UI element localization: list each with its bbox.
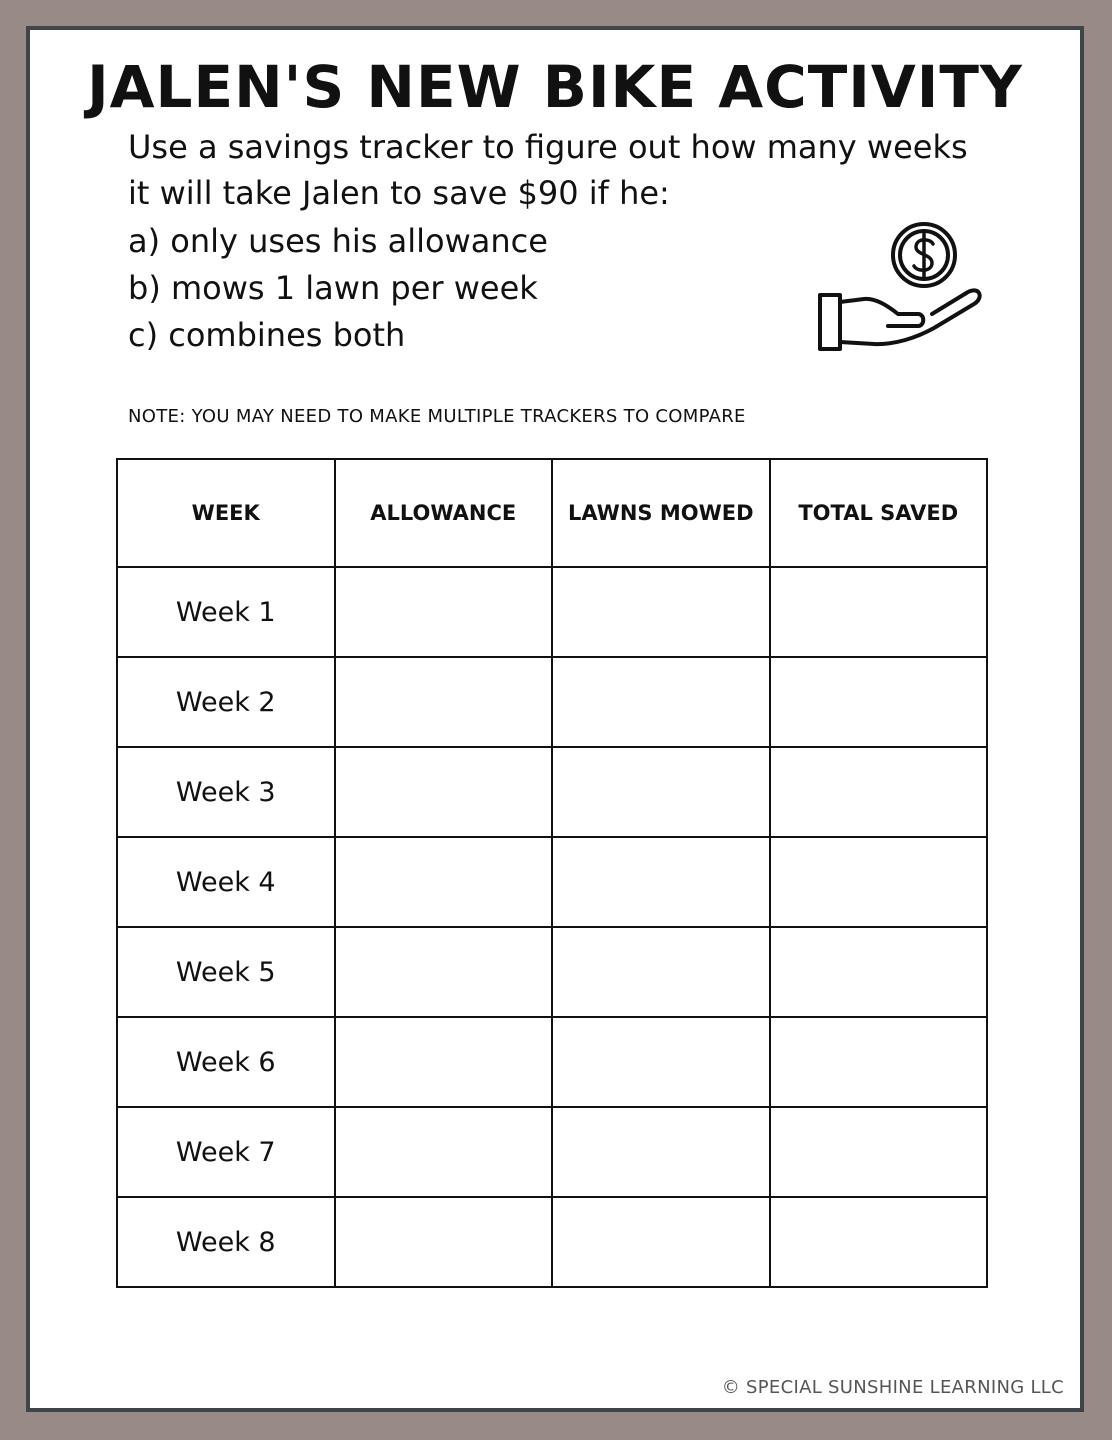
lawns-mowed-cell[interactable] [552, 747, 770, 837]
instruction-line-2: it will take Jalen to save $90 if he: [128, 174, 670, 212]
option-c: c) combines both [128, 316, 406, 354]
column-header-lawns-mowed: LAWNS MOWED [552, 459, 770, 567]
lawns-mowed-cell[interactable] [552, 657, 770, 747]
week-label: Week 5 [117, 927, 335, 1017]
lawns-mowed-cell[interactable] [552, 1017, 770, 1107]
allowance-cell[interactable] [335, 1017, 553, 1107]
week-label: Week 3 [117, 747, 335, 837]
total-saved-cell[interactable] [770, 1107, 988, 1197]
table-row [117, 927, 987, 1017]
instruction-line-1: Use a savings tracker to figure out how many weeks [128, 128, 968, 166]
table-row [117, 1017, 987, 1107]
table-row [117, 747, 987, 837]
note: NOTE: YOU MAY NEED TO MAKE MULTIPLE TRACKERS TO COMPARE [128, 406, 746, 427]
savings-tracker-table [116, 458, 988, 1288]
week-label: Week 2 [117, 657, 335, 747]
lawns-mowed-cell[interactable] [552, 1197, 770, 1287]
table-row [117, 567, 987, 657]
page-title: JALEN'S NEW BIKE ACTIVITY [87, 53, 1023, 121]
lawns-mowed-cell[interactable] [552, 837, 770, 927]
allowance-cell[interactable] [335, 1107, 553, 1197]
week-label: Week 8 [117, 1197, 335, 1287]
instructions [128, 124, 988, 216]
total-saved-cell[interactable] [770, 1017, 988, 1107]
total-saved-cell[interactable] [770, 657, 988, 747]
allowance-cell[interactable] [335, 657, 553, 747]
lawns-mowed-cell[interactable] [552, 567, 770, 657]
table-row [117, 1197, 987, 1287]
table-header-row [117, 459, 987, 567]
column-header-total-saved: TOTAL SAVED [770, 459, 988, 567]
week-label: Week 4 [117, 837, 335, 927]
allowance-cell[interactable] [335, 927, 553, 1017]
table-row [117, 1107, 987, 1197]
copyright-footer: © SPECIAL SUNSHINE LEARNING LLC [721, 1377, 1064, 1398]
week-label: Week 7 [117, 1107, 335, 1197]
worksheet-page [26, 26, 1084, 1412]
table-row [117, 837, 987, 927]
total-saved-cell[interactable] [770, 567, 988, 657]
week-label: Week 6 [117, 1017, 335, 1107]
allowance-cell[interactable] [335, 747, 553, 837]
total-saved-cell[interactable] [770, 747, 988, 837]
allowance-cell[interactable] [335, 567, 553, 657]
option-list [128, 218, 548, 359]
column-header-week: WEEK [117, 459, 335, 567]
lawns-mowed-cell[interactable] [552, 1107, 770, 1197]
allowance-cell[interactable] [335, 837, 553, 927]
option-b: b) mows 1 lawn per week [128, 269, 538, 307]
total-saved-cell[interactable] [770, 837, 988, 927]
option-a: a) only uses his allowance [128, 222, 548, 260]
week-label: Week 1 [117, 567, 335, 657]
lawns-mowed-cell[interactable] [552, 927, 770, 1017]
table-row [117, 657, 987, 747]
hand-holding-dollar-icon [816, 220, 986, 360]
allowance-cell[interactable] [335, 1197, 553, 1287]
total-saved-cell[interactable] [770, 1197, 988, 1287]
column-header-allowance: ALLOWANCE [335, 459, 553, 567]
total-saved-cell[interactable] [770, 927, 988, 1017]
